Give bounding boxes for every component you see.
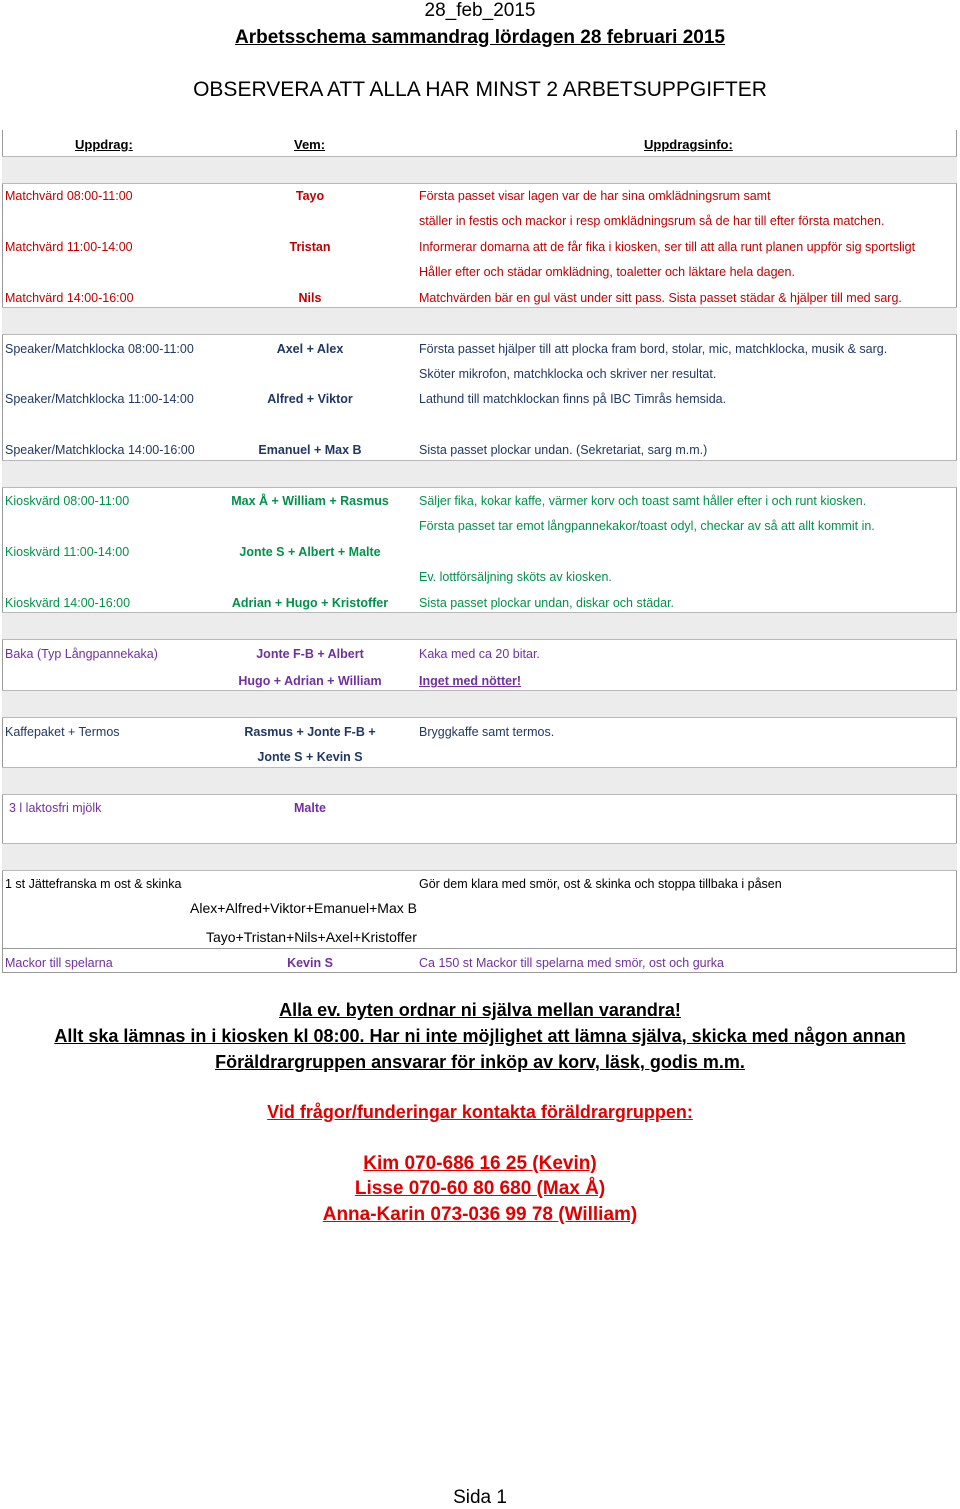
task-mackor: Mackor till spelarna: [5, 956, 113, 970]
separator-row: [2, 612, 957, 640]
task-speaker-2: Speaker/Matchklocka 11:00-14:00: [5, 392, 194, 406]
who-matchvard-3: Nils: [298, 291, 322, 305]
notice: OBSERVERA ATT ALLA HAR MINST 2 ARBETSUPPGIFTER: [193, 78, 767, 101]
task-kiosk-3: Kioskvärd 14:00-16:00: [5, 596, 131, 610]
jattefranska-names-1: Alex+Alfred+Viktor+Emanuel+Max B: [190, 900, 417, 916]
contact-kim: Kim 070-686 16 25 (Kevin): [363, 1153, 597, 1174]
note-byten: Alla ev. byten ordnar ni själva mellan varandra!: [279, 1000, 681, 1020]
contact-anna-karin: Anna-Karin 073-036 99 78 (William): [322, 1204, 638, 1225]
info-matchvard-1a: Första passet visar lagen var de har sina omklädningsrum samt: [419, 189, 771, 203]
contact-lisse: Lisse 070-60 80 680 (Max Å): [354, 1178, 606, 1199]
task-matchvard-3: Matchvärd 14:00-16:00: [5, 291, 134, 305]
who-kiosk-3: Adrian + Hugo + Kristoffer: [231, 596, 389, 610]
info-kiosk-1b: Första passet tar emot långpannekakor/toast odyl, checkar av så att allt kommit in.: [419, 519, 875, 533]
info-kaffe-1: Bryggkaffe samt termos.: [419, 725, 555, 739]
task-baka: Baka (Typ Långpannekaka): [5, 647, 158, 661]
separator-row: [2, 767, 957, 795]
who-matchvard-1: Tayo: [295, 189, 325, 203]
task-kiosk-1: Kioskvärd 08:00-11:00: [5, 494, 130, 508]
who-baka-1: Jonte F-B + Albert: [256, 647, 364, 661]
document-title: Arbetsschema sammandrag lördagen 28 februari 2015: [235, 27, 725, 48]
who-kaffe-2: Jonte S + Kevin S: [257, 750, 363, 764]
separator-row: [2, 460, 957, 488]
info-kiosk-3a: Sista passet plockar undan, diskar och städar.: [419, 596, 675, 610]
info-matchvard-2b: Håller efter och städar omklädning, toaletter och läktare hela dagen.: [419, 265, 795, 279]
jattefranska-names-2: Tayo+Tristan+Nils+Axel+Kristoffer: [206, 929, 417, 945]
col-header-uppdrag: Uppdrag:: [75, 137, 133, 152]
info-mackor: Ca 150 st Mackor till spelarna med smör, ost och gurka: [419, 956, 724, 970]
info-kiosk-1a: Säljer fika, kokar kaffe, värmer korv och toast samt håller efter i och runt kiosken.: [419, 494, 867, 508]
who-kiosk-1: Max Å + William + Rasmus: [231, 494, 389, 508]
note-fragor: Vid frågor/funderingar kontakta föräldrargruppen:: [267, 1102, 693, 1122]
note-foraldrargrupp: Föräldrargruppen ansvarar för inköp av korv, läsk, godis m.m.: [215, 1052, 745, 1072]
info-baka-2: Inget med nötter!: [419, 674, 522, 688]
who-mackor: Kevin S: [287, 956, 333, 970]
separator-row: [2, 156, 957, 184]
separator-row: [2, 307, 957, 335]
who-speaker-2: Alfred + Viktor: [267, 392, 353, 406]
info-matchvard-2a: Informerar domarna att de får fika i kiosken, ser till att alla runt planen uppför sig sportsligt: [419, 240, 916, 254]
who-kaffe-1: Rasmus + Jonte F-B +: [244, 725, 376, 739]
row-divider: [2, 948, 957, 949]
who-kiosk-2: Jonte S + Albert + Malte: [239, 545, 381, 559]
info-speaker-3a: Sista passet plockar undan. (Sekretariat, sarg m.m.): [419, 443, 708, 457]
who-matchvard-2: Tristan: [289, 240, 331, 254]
task-kaffe: Kaffepaket + Termos: [5, 725, 120, 739]
note-lamna-in: Allt ska lämnas in i kiosken kl 08:00. Har ni inte möjlighet att lämna själva, skicka med någon annan: [54, 1026, 906, 1046]
task-matchvard-2: Matchvärd 11:00-14:00: [5, 240, 133, 254]
task-mjolk: 3 l laktosfri mjölk: [9, 801, 102, 815]
separator-row: [2, 690, 957, 718]
col-header-vem: Vem:: [294, 137, 326, 152]
info-speaker-1a: Första passet hjälper till att plocka fram bord, stolar, mic, matchklocka, musik & sarg.: [419, 342, 888, 356]
info-matchvard-1b: ställer in festis och mackor i resp omklädningsrum så de har till efter första matchen.: [419, 214, 885, 228]
task-kiosk-2: Kioskvärd 11:00-14:00: [5, 545, 130, 559]
task-jattefranska: 1 st Jättefranska m ost & skinka: [5, 877, 182, 891]
info-baka-1: Kaka med ca 20 bitar.: [419, 647, 540, 661]
task-speaker-1: Speaker/Matchklocka 08:00-11:00: [5, 342, 194, 356]
col-header-info: Uppdragsinfo:: [644, 137, 733, 152]
info-speaker-2a: Lathund till matchklockan finns på IBC Timrås hemsida.: [419, 392, 727, 406]
info-jattefranska: Gör dem klara med smör, ost & skinka och stoppa tillbaka i påsen: [419, 877, 782, 891]
date-tag: 28_feb_2015: [424, 0, 536, 21]
task-speaker-3: Speaker/Matchklocka 14:00-16:00: [5, 443, 195, 457]
who-speaker-1: Axel + Alex: [276, 342, 344, 356]
info-speaker-1b: Sköter mikrofon, matchklocka och skriver ner resultat.: [419, 367, 717, 381]
table-bottom-border: [2, 972, 957, 973]
who-baka-2: Hugo + Adrian + William: [238, 674, 382, 688]
info-matchvard-3a: Matchvärden bär en gul väst under sitt pass. Sista passet städar & hjälper till med sarg.: [419, 291, 902, 305]
page-number: Sida 1: [453, 1487, 507, 1508]
who-speaker-3: Emanuel + Max B: [258, 443, 362, 457]
separator-row: [2, 843, 957, 871]
task-matchvard-1: Matchvärd 08:00-11:00: [5, 189, 133, 203]
info-kiosk-2a: Ev. lottförsäljning sköts av kiosken.: [419, 570, 612, 584]
who-mjolk: Malte: [294, 801, 326, 815]
